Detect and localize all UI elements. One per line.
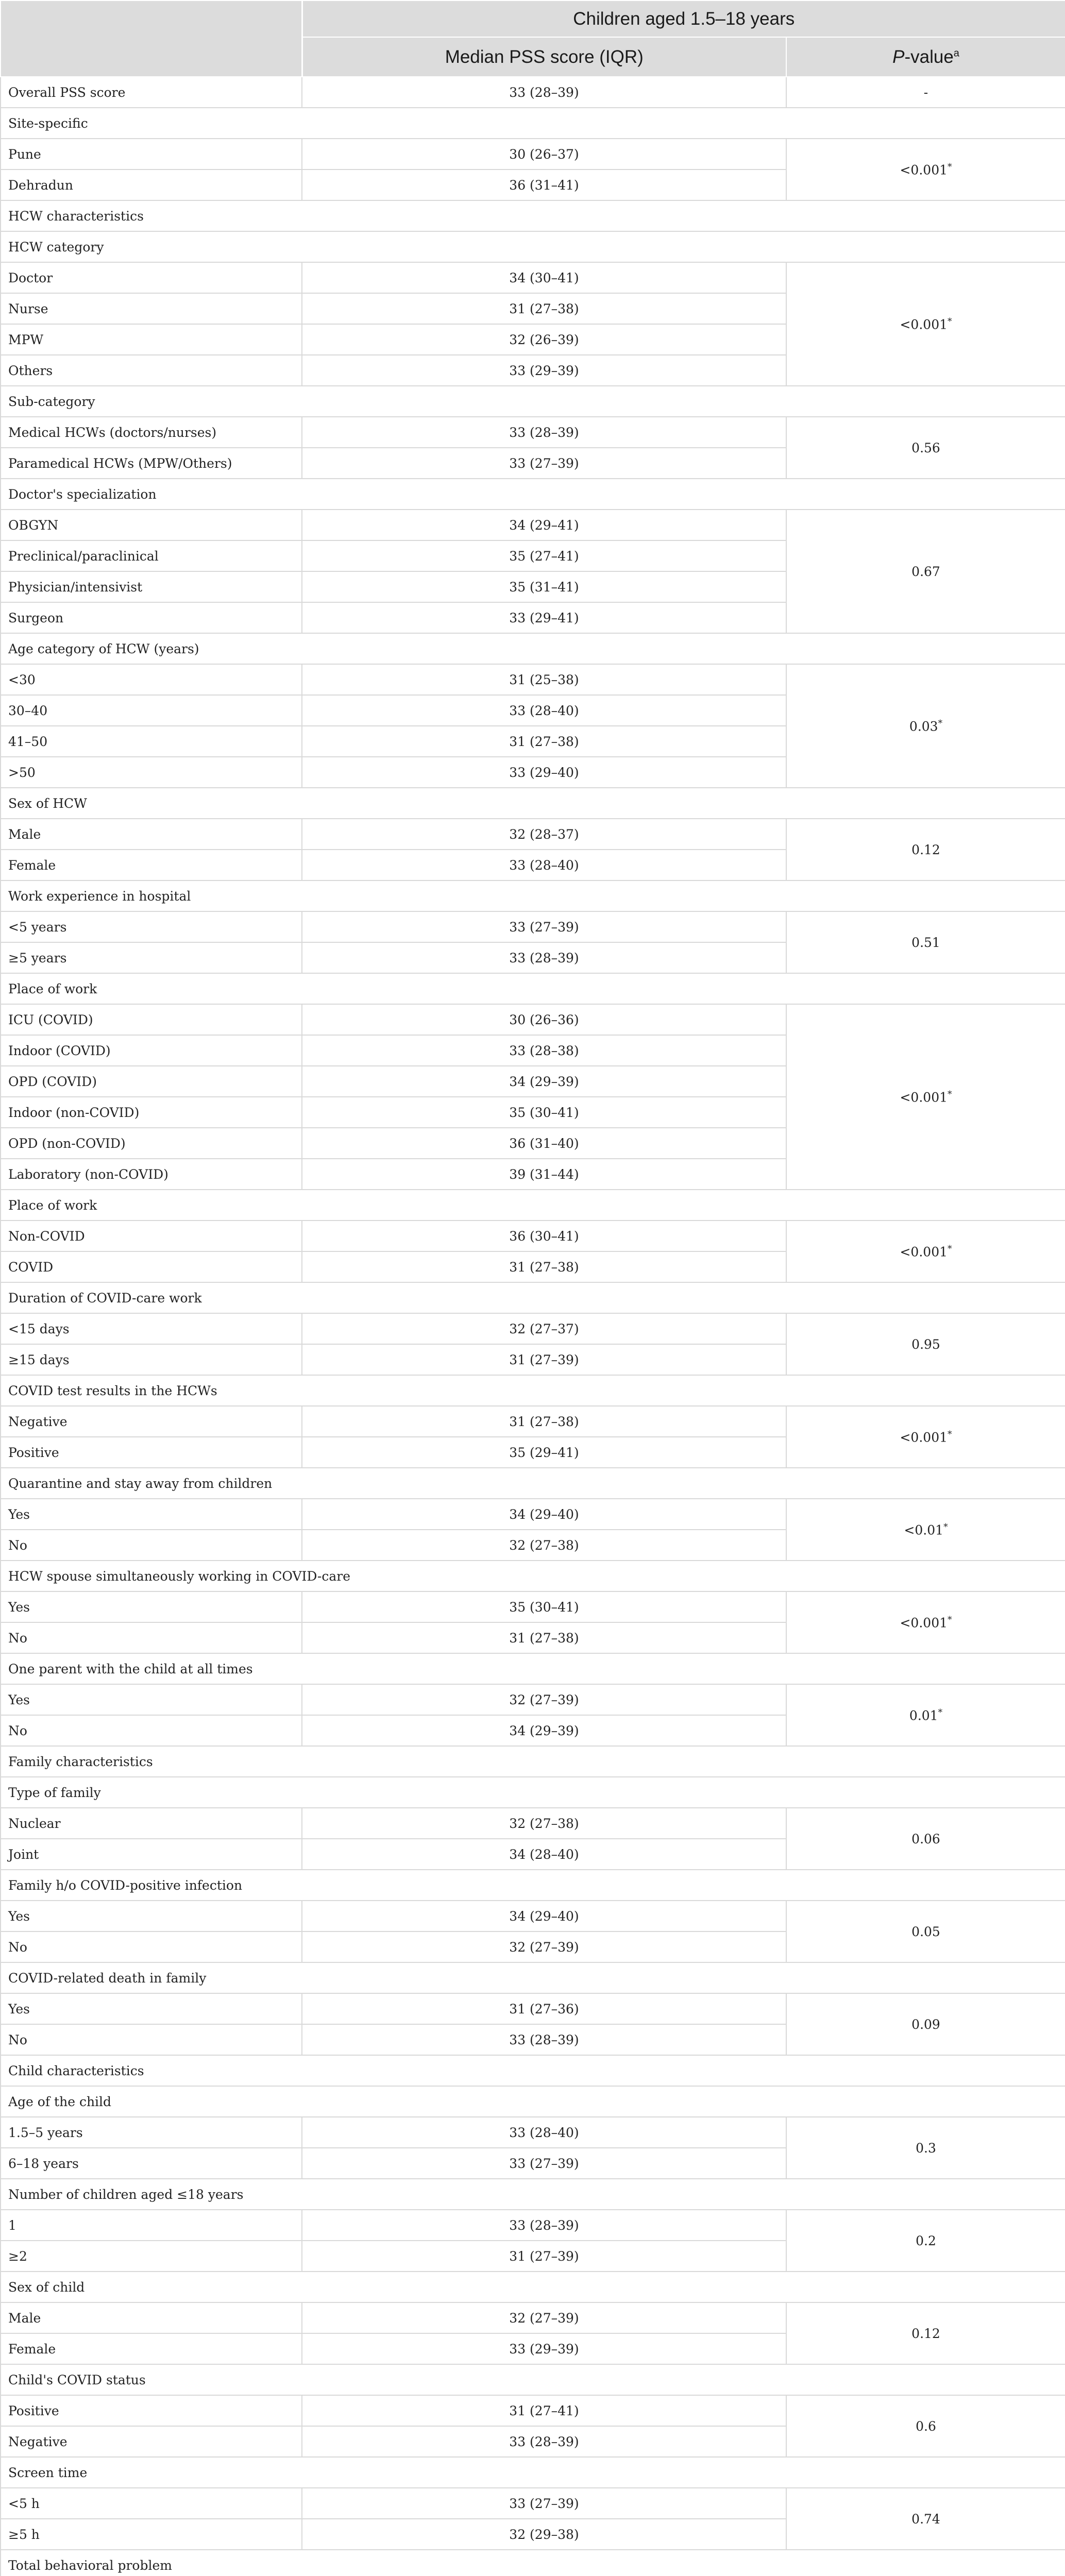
- row-label: Indoor (COVID): [1, 1035, 302, 1066]
- row-label: OPD (non-COVID): [1, 1128, 302, 1159]
- p-value-text: 0.03: [909, 719, 938, 734]
- median-pss-cell: 35 (31–41): [302, 571, 786, 602]
- median-pss-cell: 32 (28–37): [302, 819, 786, 850]
- section-header-row: [1, 2550, 1065, 2576]
- row-label: Paramedical HCWs (MPW/Others): [1, 448, 302, 479]
- row-label: Laboratory (non-COVID): [1, 1159, 302, 1190]
- section-label: HCW characteristics: [1, 200, 1065, 231]
- row-label: 6–18 years: [1, 2148, 302, 2179]
- significance-mark: *: [948, 1089, 952, 1099]
- section-header-row: [1, 633, 1065, 664]
- row-label: Non-COVID: [1, 1221, 302, 1251]
- p-value-text: <0.001: [900, 162, 948, 178]
- row-label: OBGYN: [1, 510, 302, 540]
- section-header-row: [1, 2179, 1065, 2210]
- median-pss-cell: 31 (27–38): [302, 726, 786, 757]
- row-label: MPW: [1, 324, 302, 355]
- section-label: HCW category: [1, 231, 1065, 262]
- median-pss-cell: 36 (30–41): [302, 1221, 786, 1251]
- median-pss-cell: 35 (30–41): [302, 1591, 786, 1622]
- median-pss-cell: 31 (27–38): [302, 293, 786, 324]
- median-pss-cell: 32 (27–38): [302, 1530, 786, 1561]
- median-pss-cell: 33 (28–40): [302, 2117, 786, 2148]
- row-label: ICU (COVID): [1, 1004, 302, 1035]
- section-label: Place of work: [1, 973, 1065, 1004]
- row-label: Preclinical/paraclinical: [1, 540, 302, 571]
- section-header-row: [1, 479, 1065, 510]
- p-value-text: <0.001: [900, 1244, 948, 1260]
- median-pss-cell: 31 (27–38): [302, 1622, 786, 1653]
- section-header-row: [1, 108, 1065, 139]
- row-label: Yes: [1, 1901, 302, 1931]
- median-pss-cell: 32 (27–39): [302, 1684, 786, 1715]
- table-row: [1, 2395, 1065, 2426]
- p-value-cell: [786, 1004, 1065, 1190]
- row-label: Yes: [1, 1499, 302, 1530]
- p-value-cell: [786, 262, 1065, 386]
- header-p-value: [786, 37, 1065, 77]
- p-value-cell: [786, 1406, 1065, 1468]
- section-header-row: [1, 231, 1065, 262]
- p-value-text: 0.67: [911, 564, 940, 579]
- row-label: Joint: [1, 1839, 302, 1870]
- p-value-cell: [786, 2117, 1065, 2179]
- p-value-cell: [786, 1221, 1065, 1282]
- p-value-text: 0.74: [911, 2511, 940, 2527]
- row-label: No: [1, 1715, 302, 1746]
- section-header-row: [1, 386, 1065, 417]
- significance-mark: *: [938, 718, 943, 728]
- p-value-text: 0.6: [916, 2418, 936, 2434]
- section-label: One parent with the child at all times: [1, 1653, 1065, 1684]
- median-pss-cell: 33 (27–39): [302, 911, 786, 942]
- median-pss-cell: 33 (29–39): [302, 355, 786, 386]
- p-value-cell: [786, 1313, 1065, 1375]
- p-value-text: -: [923, 84, 928, 100]
- section-label: HCW spouse simultaneously working in COVID-care: [1, 1561, 1065, 1591]
- median-pss-cell: 33 (29–39): [302, 2333, 786, 2364]
- section-header-row: [1, 880, 1065, 911]
- row-label: Yes: [1, 1591, 302, 1622]
- p-value-cell: [786, 417, 1065, 479]
- p-value-cell: [786, 139, 1065, 200]
- table-row: [1, 2488, 1065, 2519]
- section-header-row: [1, 1190, 1065, 1221]
- row-label: Male: [1, 819, 302, 850]
- table-row: [1, 1221, 1065, 1251]
- row-label: <5 h: [1, 2488, 302, 2519]
- row-label: ≥5 h: [1, 2519, 302, 2550]
- p-value-cell: [786, 1993, 1065, 2055]
- row-label: No: [1, 1622, 302, 1653]
- section-label: Work experience in hospital: [1, 880, 1065, 911]
- section-label: Duration of COVID-care work: [1, 1282, 1065, 1313]
- row-label: Indoor (non-COVID): [1, 1097, 302, 1128]
- table-row: [1, 1901, 1065, 1931]
- median-pss-cell: 33 (28–40): [302, 850, 786, 880]
- section-label: Screen time: [1, 2457, 1065, 2488]
- row-label: Male: [1, 2302, 302, 2333]
- section-label: Age category of HCW (years): [1, 633, 1065, 664]
- table-row: [1, 1499, 1065, 1530]
- significance-mark: *: [948, 1429, 952, 1439]
- row-label: ≥2: [1, 2241, 302, 2272]
- p-value-cell: [786, 2210, 1065, 2272]
- table-row: [1, 1808, 1065, 1839]
- median-pss-cell: 36 (31–40): [302, 1128, 786, 1159]
- median-pss-cell: 33 (27–39): [302, 2148, 786, 2179]
- p-value-text: 0.56: [911, 440, 940, 455]
- median-pss-cell: 31 (27–41): [302, 2395, 786, 2426]
- row-label: Doctor: [1, 262, 302, 293]
- table-row: [1, 510, 1065, 540]
- median-pss-cell: 31 (27–39): [302, 2241, 786, 2272]
- section-header-row: [1, 1282, 1065, 1313]
- median-pss-cell: 39 (31–44): [302, 1159, 786, 1190]
- row-label: Nurse: [1, 293, 302, 324]
- section-header-row: [1, 788, 1065, 819]
- row-label: <15 days: [1, 1313, 302, 1344]
- row-label: Positive: [1, 1437, 302, 1468]
- p-value-cell: [786, 510, 1065, 633]
- significance-mark: *: [943, 1521, 948, 1532]
- section-label: COVID-related death in family: [1, 1962, 1065, 1993]
- significance-mark: *: [948, 316, 952, 327]
- p-value-cell: [786, 911, 1065, 973]
- table-row: [1, 2210, 1065, 2241]
- row-label: Physician/intensivist: [1, 571, 302, 602]
- table-row: [1, 911, 1065, 942]
- p-value-text: 0.12: [911, 2326, 940, 2341]
- row-label: Surgeon: [1, 602, 302, 633]
- row-label: Female: [1, 2333, 302, 2364]
- section-header-row: [1, 1653, 1065, 1684]
- median-pss-cell: 32 (27–39): [302, 2302, 786, 2333]
- row-label: <5 years: [1, 911, 302, 942]
- p-value-text: 0.06: [911, 1831, 940, 1846]
- median-pss-cell: 34 (29–41): [302, 510, 786, 540]
- median-pss-cell: 33 (28–39): [302, 942, 786, 973]
- p-value-cell: [786, 2302, 1065, 2364]
- row-label: <30: [1, 664, 302, 695]
- p-value-cell: [786, 664, 1065, 788]
- significance-mark: *: [948, 1614, 952, 1625]
- p-value-text: 0.09: [911, 2016, 940, 2032]
- p-value-text: 0.95: [911, 1336, 940, 1352]
- section-header-row: [1, 1870, 1065, 1901]
- median-pss-cell: 32 (27–37): [302, 1313, 786, 1344]
- row-label: >50: [1, 757, 302, 788]
- row-label: Positive: [1, 2395, 302, 2426]
- table-row: [1, 1406, 1065, 1437]
- p-value-text: 0.3: [916, 2140, 936, 2156]
- p-value-text: <0.01: [904, 1522, 944, 1538]
- header-p-mark: a: [953, 47, 959, 59]
- median-pss-cell: 33 (28–38): [302, 1035, 786, 1066]
- row-label: 1.5–5 years: [1, 2117, 302, 2148]
- median-pss-cell: 33 (27–39): [302, 448, 786, 479]
- median-pss-cell: 31 (27–38): [302, 1406, 786, 1437]
- row-label: Others: [1, 355, 302, 386]
- section-header-row: [1, 1561, 1065, 1591]
- row-label: Overall PSS score: [1, 77, 302, 108]
- row-label: ≥15 days: [1, 1344, 302, 1375]
- table-row: [1, 1591, 1065, 1622]
- median-pss-cell: 33 (28–39): [302, 2210, 786, 2241]
- p-value-cell: [786, 2395, 1065, 2457]
- p-value-cell: [786, 1684, 1065, 1746]
- section-label: Family characteristics: [1, 1746, 1065, 1777]
- row-label: ≥5 years: [1, 942, 302, 973]
- table-row: [1, 77, 1065, 108]
- section-header-row: [1, 2457, 1065, 2488]
- p-value-text: <0.001: [900, 1090, 948, 1105]
- row-label: OPD (COVID): [1, 1066, 302, 1097]
- table-row: [1, 2302, 1065, 2333]
- section-header-row: [1, 1746, 1065, 1777]
- median-pss-cell: 31 (27–39): [302, 1344, 786, 1375]
- p-value-text: <0.001: [900, 317, 948, 332]
- section-header-row: [1, 2364, 1065, 2395]
- median-pss-cell: 34 (30–41): [302, 262, 786, 293]
- table-row: [1, 139, 1065, 170]
- table-row: [1, 2117, 1065, 2148]
- section-label: Family h/o COVID-positive infection: [1, 1870, 1065, 1901]
- p-value-text: 0.2: [916, 2233, 936, 2248]
- row-label: Dehradun: [1, 170, 302, 200]
- row-label: Yes: [1, 1684, 302, 1715]
- section-label: Doctor's specialization: [1, 479, 1065, 510]
- median-pss-cell: 34 (29–40): [302, 1499, 786, 1530]
- p-value-text: <0.001: [900, 1430, 948, 1445]
- table-row: [1, 262, 1065, 293]
- significance-mark: *: [948, 1243, 952, 1254]
- p-value-cell: [786, 2488, 1065, 2550]
- p-value-text: 0.05: [911, 1924, 940, 1939]
- section-header-row: [1, 200, 1065, 231]
- median-pss-cell: 34 (29–39): [302, 1066, 786, 1097]
- section-header-row: [1, 2055, 1065, 2086]
- section-label: Age of the child: [1, 2086, 1065, 2117]
- table-row: [1, 1004, 1065, 1035]
- section-header-row: [1, 2272, 1065, 2302]
- section-label: Quarantine and stay away from children: [1, 1468, 1065, 1499]
- median-pss-cell: 34 (29–40): [302, 1901, 786, 1931]
- section-label: Sub-category: [1, 386, 1065, 417]
- median-pss-cell: 33 (28–40): [302, 695, 786, 726]
- table-row: [1, 819, 1065, 850]
- section-header-row: [1, 1375, 1065, 1406]
- p-value-text: <0.001: [900, 1615, 948, 1631]
- section-label: Type of family: [1, 1777, 1065, 1808]
- section-label: Number of children aged ≤18 years: [1, 2179, 1065, 2210]
- p-value-text: 0.51: [911, 935, 940, 950]
- significance-mark: *: [948, 161, 952, 172]
- median-pss-cell: 34 (28–40): [302, 1839, 786, 1870]
- p-value-cell: [786, 77, 1065, 108]
- p-value-text: 0.12: [911, 842, 940, 857]
- median-pss-cell: 33 (28–39): [302, 2024, 786, 2055]
- median-pss-cell: 33 (28–39): [302, 2426, 786, 2457]
- row-label: 30–40: [1, 695, 302, 726]
- row-label: Female: [1, 850, 302, 880]
- section-label: Child's COVID status: [1, 2364, 1065, 2395]
- median-pss-cell: 31 (27–36): [302, 1993, 786, 2024]
- section-header-row: [1, 2086, 1065, 2117]
- row-label: 1: [1, 2210, 302, 2241]
- section-header-row: [1, 1962, 1065, 1993]
- table-header: [1, 1, 1065, 77]
- median-pss-cell: 32 (27–39): [302, 1931, 786, 1962]
- row-label: No: [1, 1530, 302, 1561]
- header-p-suffix: -value: [904, 46, 954, 67]
- section-label: Total behavioral problem: [1, 2550, 1065, 2576]
- header-median-pss: Median PSS score (IQR): [302, 37, 786, 77]
- section-label: Sex of child: [1, 2272, 1065, 2302]
- p-value-cell: [786, 1499, 1065, 1561]
- median-pss-cell: 35 (30–41): [302, 1097, 786, 1128]
- section-header-row: [1, 973, 1065, 1004]
- median-pss-cell: 33 (28–39): [302, 77, 786, 108]
- p-value-cell: [786, 1808, 1065, 1870]
- header-group-title: Children aged 1.5–18 years: [302, 1, 1065, 37]
- median-pss-cell: 35 (29–41): [302, 1437, 786, 1468]
- table-row: [1, 1993, 1065, 2024]
- table-row: [1, 664, 1065, 695]
- median-pss-cell: 30 (26–37): [302, 139, 786, 170]
- section-label: COVID test results in the HCWs: [1, 1375, 1065, 1406]
- row-label: Yes: [1, 1993, 302, 2024]
- table-body: [1, 77, 1065, 2576]
- section-label: Place of work: [1, 1190, 1065, 1221]
- median-pss-cell: 32 (26–39): [302, 324, 786, 355]
- median-pss-cell: 33 (28–39): [302, 417, 786, 448]
- row-label: No: [1, 1931, 302, 1962]
- row-label: Nuclear: [1, 1808, 302, 1839]
- header-blank-cell: [1, 1, 302, 77]
- median-pss-cell: 31 (25–38): [302, 664, 786, 695]
- p-value-cell: [786, 1901, 1065, 1962]
- section-label: Sex of HCW: [1, 788, 1065, 819]
- section-label: Child characteristics: [1, 2055, 1065, 2086]
- row-label: Pune: [1, 139, 302, 170]
- header-p-letter: P: [892, 46, 905, 67]
- table-row: [1, 1684, 1065, 1715]
- p-value-cell: [786, 819, 1065, 880]
- median-pss-cell: 33 (29–40): [302, 757, 786, 788]
- median-pss-cell: 34 (29–39): [302, 1715, 786, 1746]
- section-label: Site-specific: [1, 108, 1065, 139]
- significance-mark: *: [938, 1707, 943, 1718]
- row-label: Negative: [1, 2426, 302, 2457]
- section-header-row: [1, 1777, 1065, 1808]
- row-label: Medical HCWs (doctors/nurses): [1, 417, 302, 448]
- median-pss-cell: 30 (26–36): [302, 1004, 786, 1035]
- median-pss-cell: 36 (31–41): [302, 170, 786, 200]
- median-pss-cell: 32 (27–38): [302, 1808, 786, 1839]
- table-row: [1, 417, 1065, 448]
- section-header-row: [1, 1468, 1065, 1499]
- median-pss-cell: 35 (27–41): [302, 540, 786, 571]
- median-pss-cell: 33 (29–41): [302, 602, 786, 633]
- median-pss-cell: 32 (29–38): [302, 2519, 786, 2550]
- table-row: [1, 1313, 1065, 1344]
- median-pss-cell: 31 (27–38): [302, 1251, 786, 1282]
- p-value-text: 0.01: [909, 1708, 938, 1723]
- row-label: 41–50: [1, 726, 302, 757]
- median-pss-cell: 33 (27–39): [302, 2488, 786, 2519]
- row-label: COVID: [1, 1251, 302, 1282]
- p-value-cell: [786, 1591, 1065, 1653]
- row-label: Negative: [1, 1406, 302, 1437]
- row-label: No: [1, 2024, 302, 2055]
